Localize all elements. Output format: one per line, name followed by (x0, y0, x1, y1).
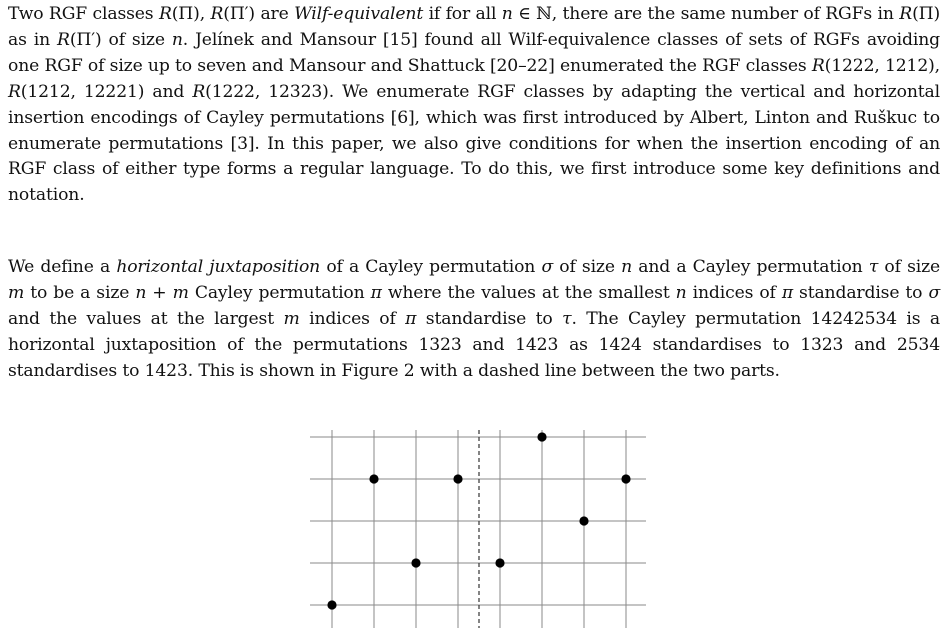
text-segment: R (57, 29, 70, 50)
text-segment: and the values at the largest (8, 308, 284, 329)
text-segment: of size (553, 257, 622, 277)
permutation-point (327, 600, 336, 609)
text-segment: τ (868, 257, 879, 277)
paragraph-horizontal-juxtaposition (8, 255, 940, 385)
permutation-point (453, 474, 462, 483)
text-segment: standardise to (416, 308, 563, 329)
text-segment: . Jelínek and Mansour [15] found all Wilf-equivalence classes of sets of RGFs avoiding one RGF of size up to seven and Mansour and Shattuck [20–22] enumerated the RGF classes (8, 29, 940, 76)
text-segment: indices of (299, 308, 406, 329)
text-segment: Wilf-equivalent (294, 4, 424, 24)
text-segment: m (283, 308, 300, 329)
text-segment: R (192, 81, 206, 102)
text-segment: R (899, 4, 913, 24)
permutation-point (369, 474, 378, 483)
text-segment: π (405, 308, 417, 329)
text-segment: to be a size (24, 282, 136, 303)
text-segment: π (781, 282, 793, 303)
text-segment: σ (928, 282, 941, 303)
text-segment: Two RGF classes (8, 4, 159, 24)
permutation-point (537, 432, 546, 441)
text-segment: ∈ ℕ, there are the same number of RGFs in (512, 4, 900, 24)
figure-2-juxtaposition-plot (310, 430, 656, 632)
text-segment: m (172, 282, 189, 303)
permutation-point (495, 558, 504, 567)
permutation-point (621, 474, 630, 483)
text-segment: (Π), (171, 4, 211, 24)
text-segment: σ (541, 257, 554, 277)
text-segment: τ (562, 308, 572, 329)
text-segment: indices of (686, 282, 782, 303)
text-segment: (1212, 12221) and (20, 81, 193, 102)
text-segment: where the values at the smallest (381, 282, 676, 303)
paragraph-wilf-equivalence (8, 2, 940, 209)
text-segment: (Π′) are (223, 4, 295, 24)
text-segment: R (210, 4, 224, 24)
text-segment: of size (878, 257, 941, 277)
text-segment: standardise to (792, 282, 929, 303)
text-segment: and a Cayley permutation (632, 257, 869, 277)
text-segment: (1222, 1212), (824, 55, 940, 76)
text-segment: R (158, 4, 172, 24)
text-segment: π (370, 282, 382, 303)
text-segment: + (146, 282, 173, 303)
text-segment: n (171, 29, 183, 50)
text-segment: n (501, 4, 513, 24)
text-segment: horizontal juxtaposition (116, 257, 321, 277)
text-segment: if for all (423, 4, 502, 24)
cayley-permutation-plot (310, 430, 656, 628)
text-segment: (1222, 12323). We enumerate RGF classes by adapting the vertical and horizontal insertion encodings of Cayley permutations [6], which was first introduced by Albert, Linton and Ruškuc to enumerate permutations [3]. In this paper, we also give conditions for when the insertion encoding of an RGF class of either type forms a regular language. To do this, we first introduce some key definitions and notation. (8, 81, 940, 206)
text-segment: We define a (8, 257, 117, 277)
permutation-point (579, 516, 588, 525)
text-segment: Cayley permutation (188, 282, 371, 303)
text-segment: n (621, 257, 633, 277)
text-segment: (Π) as in (8, 4, 941, 50)
text-segment: n (675, 282, 687, 303)
text-segment: of a Cayley permutation (320, 257, 542, 277)
text-segment: m (8, 282, 25, 303)
text-segment: R (811, 55, 825, 76)
text-segment: . The Cayley permutation 14242534 is a horizontal juxtaposition of the permutations 1323 and 1423 as 1424 standardises to 1323 and 2534 standardises to 1423. This is shown in Figure 2 with a dashed line between the two parts. (8, 308, 941, 381)
text-segment: (Π′) of size (69, 29, 172, 50)
text-segment: R (8, 81, 21, 102)
text-segment: n (135, 282, 147, 303)
permutation-point (411, 558, 420, 567)
